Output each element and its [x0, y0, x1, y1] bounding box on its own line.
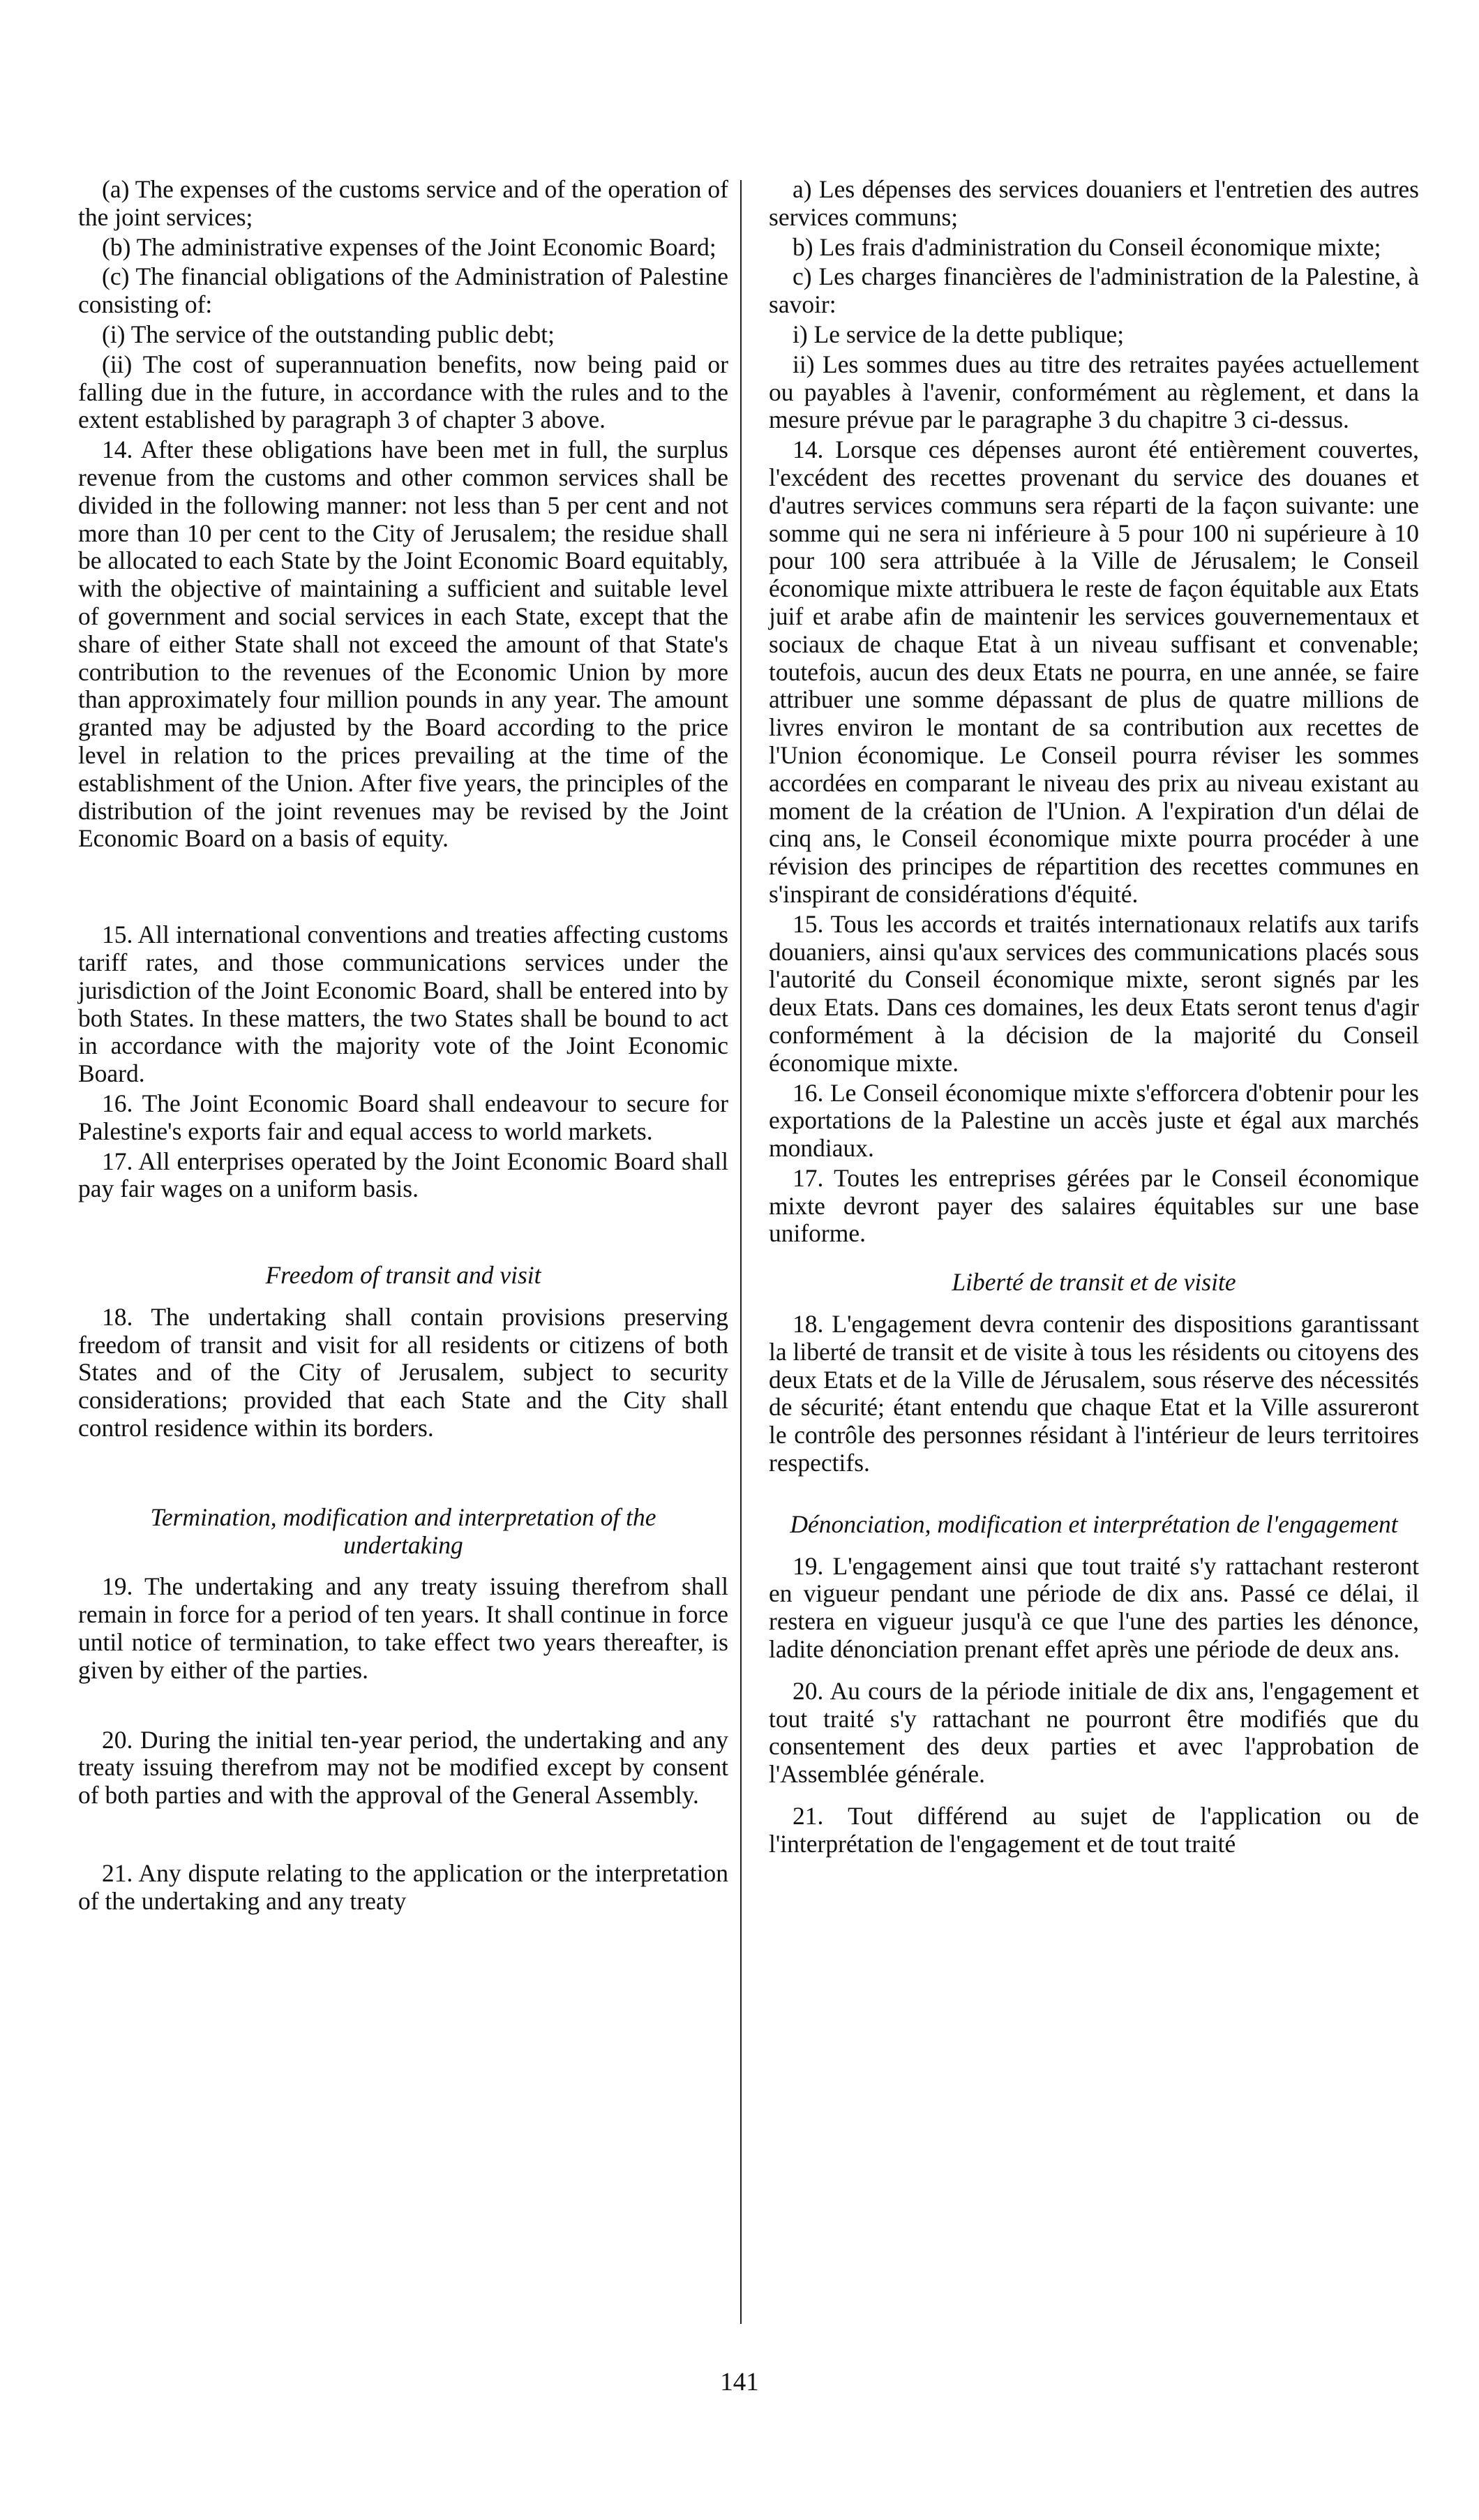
paragraph-c: c) Les charges financières de l'administration de la Palestine, à savoir: [769, 262, 1419, 319]
paragraph-21: 21. Tout différend au sujet de l'application ou de l'interprétation de l'engagement et de tout traité [769, 1802, 1419, 1858]
english-column [78, 176, 728, 1918]
paragraph-a: a) Les dépenses des services douaniers et l'entretien des autres services communs; [769, 175, 1419, 231]
paragraph-b: b) Les frais d'administration du Conseil économique mixte; [793, 232, 1381, 261]
french-column [769, 176, 1419, 1861]
paragraph-17: 17. Toutes les entreprises gérées par le Conseil économique mixte devront payer des salaires équitables sur une base uniforme. [769, 1163, 1419, 1248]
paragraph-b: (b) The administrative expenses of the Joint Economic Board; [102, 232, 716, 261]
paragraph-16: 16. Le Conseil économique mixte s'efforcera d'obtenir pour les exportations de la Palestine un accès juste et égal aux marchés mondiaux. [769, 1078, 1419, 1163]
paragraph-14: 14. After these obligations have been met in full, the surplus revenue from the customs and other common services shall be divided in the following manner: not less than 5 per cent and not more than 10 per cent to the City of Jerusalem; the residue shall be allocated to each State by the Joint Economic Board equitably, with the objective of maintaining a sufficient and suitable level of government and social services in each State, except that the share of either State shall not exceed the amount of that State's contribution to the revenues of the Economic Union by more than approximately four million pounds in any year. The amount granted may be adjusted by the Board according to the price level in relation to the prices prevailing at the time of the establishment of the Union. After five years, the principles of the distribution of the joint revenues may be revised by the Joint Economic Board on a basis of equity. [78, 435, 728, 853]
paragraph-20: 20. Au cours de la période initiale de dix ans, l'engagement et tout traité s'y rattachant ne pourront être modifiés que du consentement des deux parties et avec l'approbation de l'Assemblée générale. [769, 1676, 1419, 1789]
paragraph-a: (a) The expenses of the customs service and of the operation of the joint services; [78, 175, 728, 231]
heading-liberte-de-transit: Liberté de transit et de visite [952, 1268, 1236, 1297]
column-divider [740, 180, 742, 2324]
page-number: 141 [720, 2368, 759, 2396]
paragraph-20: 20. During the initial ten-year period, the undertaking and any treaty issuing therefrom may not be modified except by consent of both parties and with the approval of the General Assembly. [78, 1725, 728, 1810]
heading-termination: Termination, modification and interpretation of the undertaking [150, 1503, 656, 1559]
paragraph-c: (c) The financial obligations of the Administration of Palestine consisting of: [78, 262, 728, 319]
paragraph-c-ii: ii) Les sommes dues au titre des retraites payées actuellement ou payables à l'avenir, conformément au règlement, et dans la mesure prévue par le paragraphe 3 du chapitre 3 ci-dessus. [769, 350, 1419, 434]
paragraph-18: 18. L'engagement devra contenir des dispositions garantissant la liberté de transit et de visite à tous les résidents ou citoyens des deux Etats et de la Ville de Jérusalem, sous réserve des nécessités de sécurité; étant entendu que chaque Etat et la Ville assureront le contrôle des personnes résidant à l'intérieur de leurs territoires respectifs. [769, 1310, 1419, 1477]
paragraph-17: 17. All enterprises operated by the Joint Economic Board shall pay fair wages on a uniform basis. [78, 1147, 728, 1203]
paragraph-c-ii: (ii) The cost of superannuation benefits, now being paid or falling due in the future, in accordance with the rules and to the extent established by paragraph 3 of chapter 3 above. [78, 350, 728, 434]
paragraph-19: 19. The undertaking and any treaty issuing therefrom shall remain in force for a period of ten years. It shall continue in force until notice of termination, to take effect two years thereafter, is given by either of the parties. [78, 1572, 728, 1684]
paragraph-15: 15. Tous les accords et traités internationaux relatifs aux tarifs douaniers, ainsi qu'aux services des communications placés sous l'autorité du Conseil économique mixte, seront signés par les deux Etats. Dans ces domaines, les deux Etats seront tenus d'agir conformément à la décision de la majorité du Conseil économique mixte. [769, 909, 1419, 1077]
paragraph-18: 18. The undertaking shall contain provisions preserving freedom of transit and visit for all residents or citizens of both States and of the City of Jerusalem, subject to security considerations; provided that each State and the City shall control residence within its borders. [78, 1302, 728, 1442]
paragraph-21: 21. Any dispute relating to the application or the interpretation of the undertaking and any treaty [78, 1859, 728, 1915]
paragraph-16: 16. The Joint Economic Board shall endeavour to secure for Palestine's exports fair and equal access to world markets. [78, 1089, 728, 1145]
paragraph-15: 15. All international conventions and treaties affecting customs tariff rates, and those communications services under the jurisdiction of the Joint Economic Board, shall be entered into by both States. In these matters, the two States shall be bound to act in accordance with the majority vote of the Joint Economic Board. [78, 920, 728, 1088]
paragraph-19: 19. L'engagement ainsi que tout traité s'y rattachant resteront en vigueur pendant une période de dix ans. Passé ce délai, il restera en vigueur jusqu'à ce que l'une des parties les dénonce, ladite dénonciation prenant effet après une période de deux ans. [769, 1551, 1419, 1664]
heading-denonciation: Dénonciation, modification et interprétation de l'engagement [790, 1509, 1398, 1538]
paragraph-c-i: i) Le service de la dette publique; [793, 320, 1125, 348]
heading-freedom-of-transit: Freedom of transit and visit [265, 1261, 541, 1290]
paragraph-c-i: (i) The service of the outstanding public debt; [102, 320, 555, 348]
paragraph-14: 14. Lorsque ces dépenses auront été entièrement couvertes, l'excédent des recettes provenant du service des douanes et d'autres services communs sera réparti de la façon suivante: une somme qui ne sera ni inférieure à 5 pour 100 ni supérieure à 10 pour 100 sera attribuée à la Ville de Jérusalem; le Conseil économique mixte attribuera le reste de façon équitable aux Etats juif et arabe afin de maintenir les services gouvernementaux et sociaux de chaque Etat à un niveau suffisant et convenable; toutefois, aucun des deux Etats ne pourra, en une année, se faire attribuer une somme dépassant de plus de quatre millions de livres environ le montant de sa contribution aux recettes de l'Union économique. Le Conseil pourra réviser les sommes accordées en comparant le niveau des prix au niveau existant au moment de la création de l'Union. A l'expiration d'un délai de cinq ans, le Conseil économique mixte pourra procéder à une révision des principes de répartition des recettes communes en s'inspirant de considérations d'équité. [769, 435, 1419, 908]
